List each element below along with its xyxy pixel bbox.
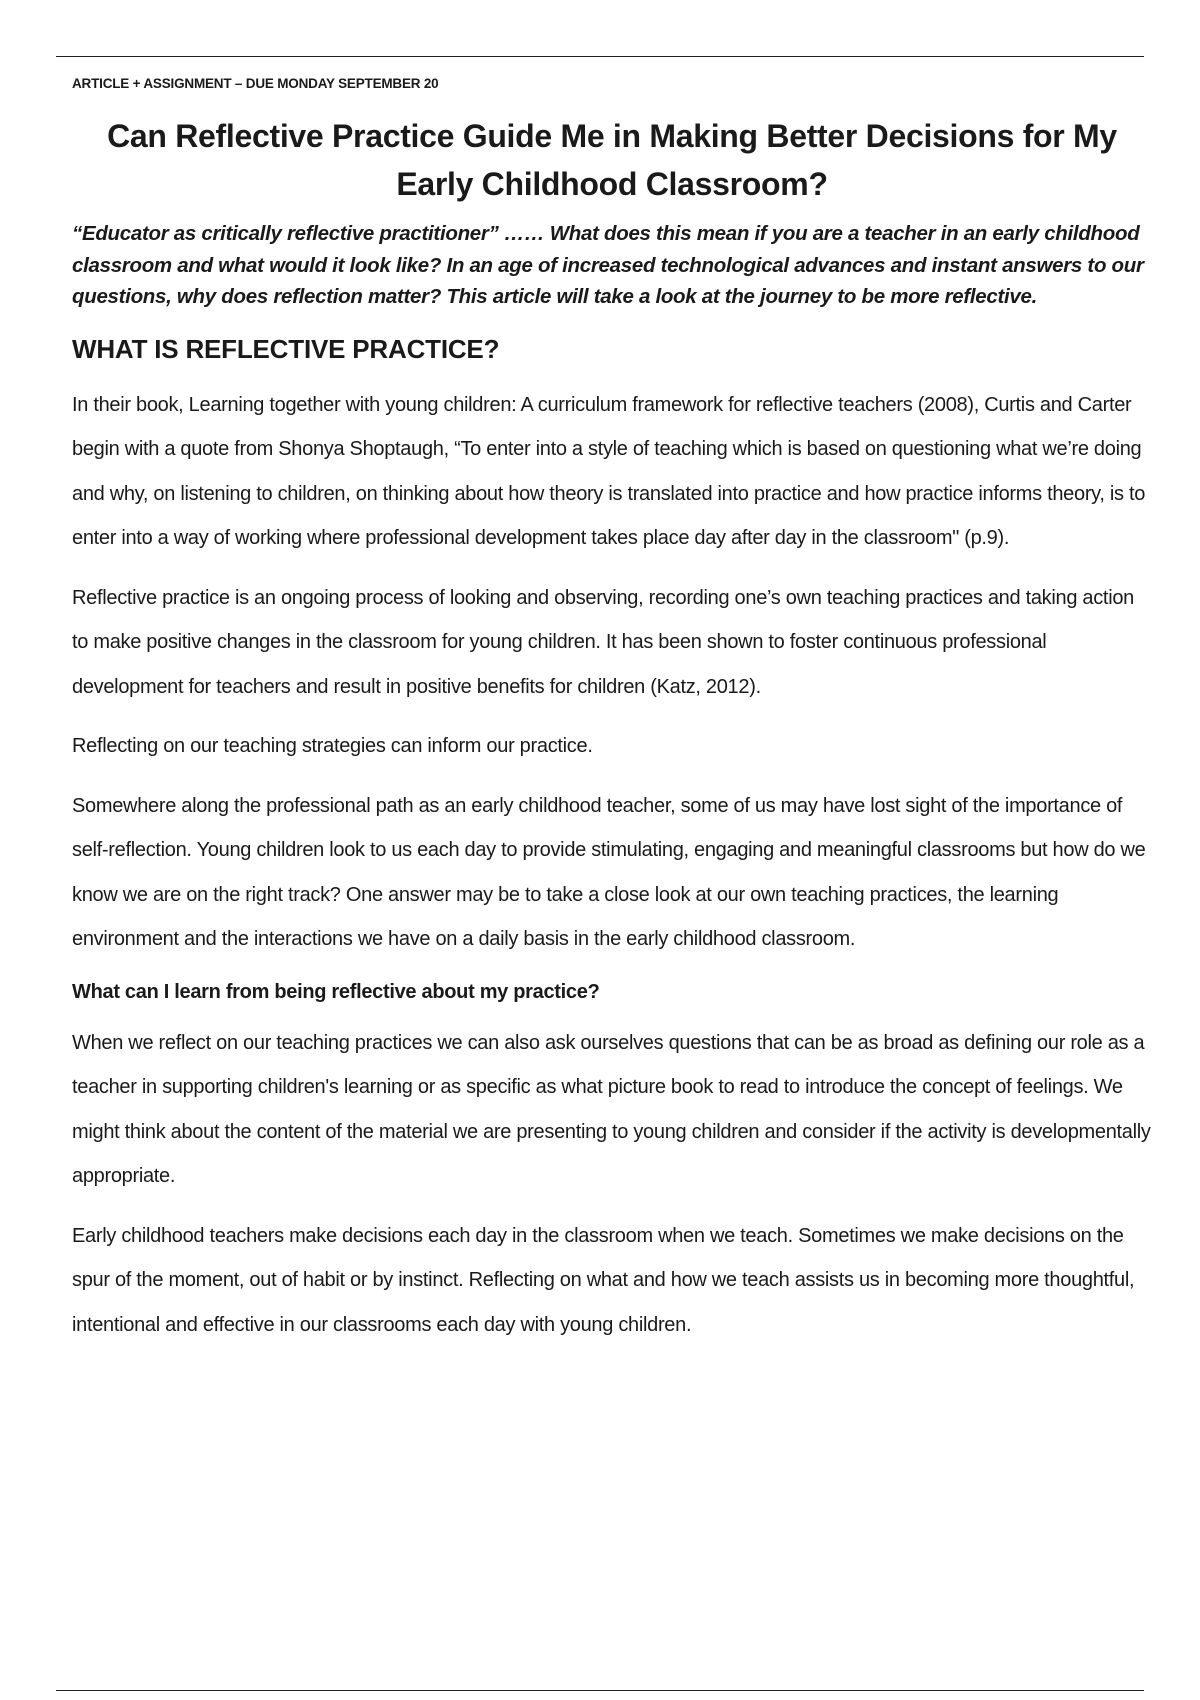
paragraph: Somewhere along the professional path as an early childhood teacher, some of us may have lost sight of the importance of self-reflection. Young children look to us each day to provide stimulating, engaging and meaningful classrooms but how do we know we are on the right track? One answer may be to take a close look at our own teaching practices, the learning environment and the interactions we have on a daily basis in the early childhood classroom. <box>72 794 1146 950</box>
bottom-rule <box>56 1690 1144 1691</box>
top-rule <box>56 56 1144 57</box>
paragraph: In their book, Learning together with young children: A curriculum framework for reflective teachers (2008), Curtis and Carter begin with a quote from Shonya Shoptaugh, “To enter into a style of teaching which is based on questioning what we’re doing and why, on listening to children, on thinking about how theory is translated into practice and how practice informs theory, is to enter into a way of working where professional development takes place day after day in the classroom" (p.9). <box>72 393 1146 549</box>
paragraph: When we reflect on our teaching practices we can also ask ourselves questions that can be as broad as defining our role as a teacher in supporting children's learning or as specific as what picture book to read to introduce the concept of feelings. We might think about the content of the material we are presenting to young children and consider if the activity is developmentally appropriate. <box>72 1031 1151 1187</box>
subheading: What can I learn from being reflective about my practice? <box>72 980 600 1003</box>
article-title: Can Reflective Practice Guide Me in Making Better Decisions for My Early Childhood Classroom? <box>107 118 1117 202</box>
section-heading: WHAT IS REFLECTIVE PRACTICE? <box>72 333 500 364</box>
article-lede: “Educator as critically reflective practitioner” …… What does this mean if you are a teacher in an early childhood classroom and what would it look like? In an age of increased technological advances and instant answers to our questions, why does reflection matter? This article will take a look at the journey to be more reflective. <box>72 222 1144 308</box>
assignment-header: ARTICLE + ASSIGNMENT – DUE MONDAY SEPTEMBER 20 <box>72 76 439 91</box>
paragraph: Reflecting on our teaching strategies can inform our practice. <box>72 735 593 757</box>
paragraph: Early childhood teachers make decisions each day in the classroom when we teach. Sometimes we make decisions on the spur of the moment, out of habit or by instinct. Reflecting on what and how we teach assists us in becoming more thoughtful, intentional and effective in our classrooms each day with young children. <box>72 1224 1135 1336</box>
article-body <box>72 70 1152 1362</box>
paragraph: Reflective practice is an ongoing process of looking and observing, recording one’s own teaching practices and taking action to make positive changes in the classroom for young children. It has been shown to foster continuous professional development for teachers and result in positive benefits for children (Katz, 2012). <box>72 586 1134 698</box>
